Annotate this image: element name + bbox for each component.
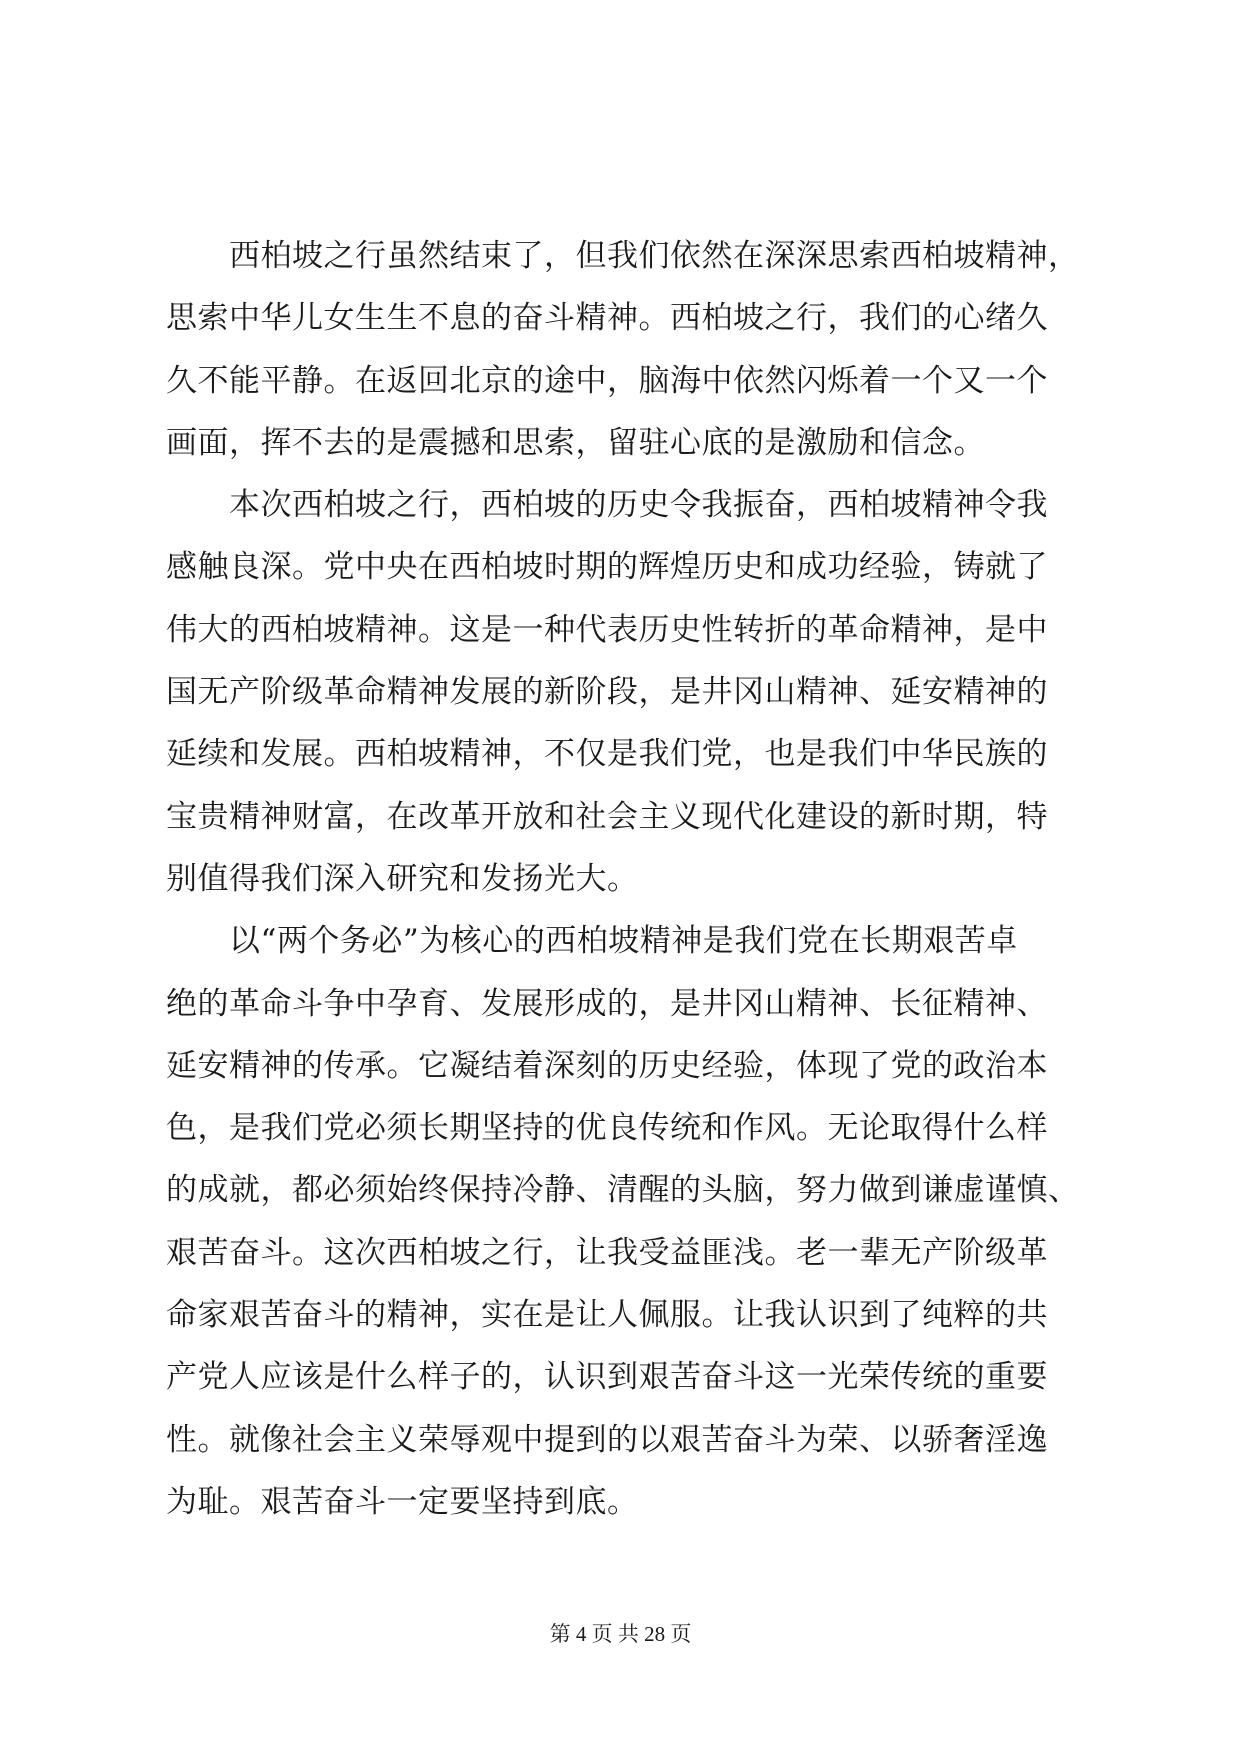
text-line: 感触良深。党中央在西柏坡时期的辉煌历史和成功经验，铸就了 bbox=[166, 549, 1048, 586]
text-line: 别值得我们深入研究和发扬光大。 bbox=[166, 860, 639, 897]
text-line: 思索中华儿女生生不息的奋斗精神。西柏坡之行，我们的心绪久 bbox=[166, 300, 1048, 337]
text-line: 西柏坡之行虽然结束了，但我们依然在深深思索西柏坡精神， bbox=[166, 238, 1080, 274]
text-line: 色，是我们党必须长期坚持的优良传统和作风。无论取得什么样 bbox=[166, 1110, 1048, 1147]
text-line: 宝贵精神财富，在改革开放和社会主义现代化建设的新时期，特 bbox=[166, 798, 1048, 835]
text-line: 画面，挥不去的是震撼和思索，留驻心底的是激励和信念。 bbox=[166, 424, 985, 461]
page-number-footer: 第 4 页 共 28 页 bbox=[549, 1622, 692, 1646]
text-lines bbox=[166, 225, 1080, 1533]
text-line: 性。就像社会主义荣辱观中提到的以艰苦奋斗为荣、以骄奢淫逸 bbox=[166, 1421, 1048, 1458]
text-line: 延续和发展。西柏坡精神，不仅是我们党，也是我们中华民族的 bbox=[166, 736, 1048, 773]
text-line: 命家艰苦奋斗的精神，实在是让人佩服。让我认识到了纯粹的共 bbox=[166, 1297, 1048, 1334]
text-line: 艰苦奋斗。这次西柏坡之行，让我受益匪浅。老一辈无产阶级革 bbox=[166, 1234, 1048, 1271]
text-line: 延安精神的传承。它凝结着深刻的历史经验，体现了党的政治本 bbox=[166, 1047, 1048, 1084]
text-line: 本次西柏坡之行，西柏坡的历史令我振奋，西柏坡精神令我 bbox=[166, 487, 1048, 524]
text-line: 以“两个务必”为核心的西柏坡精神是我们党在长期艰苦卓 bbox=[166, 923, 1018, 960]
text-line: 伟大的西柏坡精神。这是一种代表历史性转折的革命精神，是中 bbox=[166, 611, 1048, 648]
text-line: 国无产阶级革命精神发展的新阶段，是井冈山精神、延安精神的 bbox=[166, 674, 1048, 711]
text-line: 为耻。艰苦奋斗一定要坚持到底。 bbox=[166, 1483, 639, 1520]
text-line: 的成就，都必须始终保持冷静、清醒的头脑，努力做到谦虚谨慎、 bbox=[166, 1172, 1080, 1209]
text-line: 久不能平静。在返回北京的途中，脑海中依然闪烁着一个又一个 bbox=[166, 362, 1048, 399]
text-line: 产党人应该是什么样子的，认识到艰苦奋斗这一光荣传统的重要 bbox=[166, 1359, 1048, 1396]
text-line: 绝的革命斗争中孕育、发展形成的，是井冈山精神、长征精神、 bbox=[166, 985, 1048, 1022]
document-body bbox=[166, 225, 1080, 1533]
